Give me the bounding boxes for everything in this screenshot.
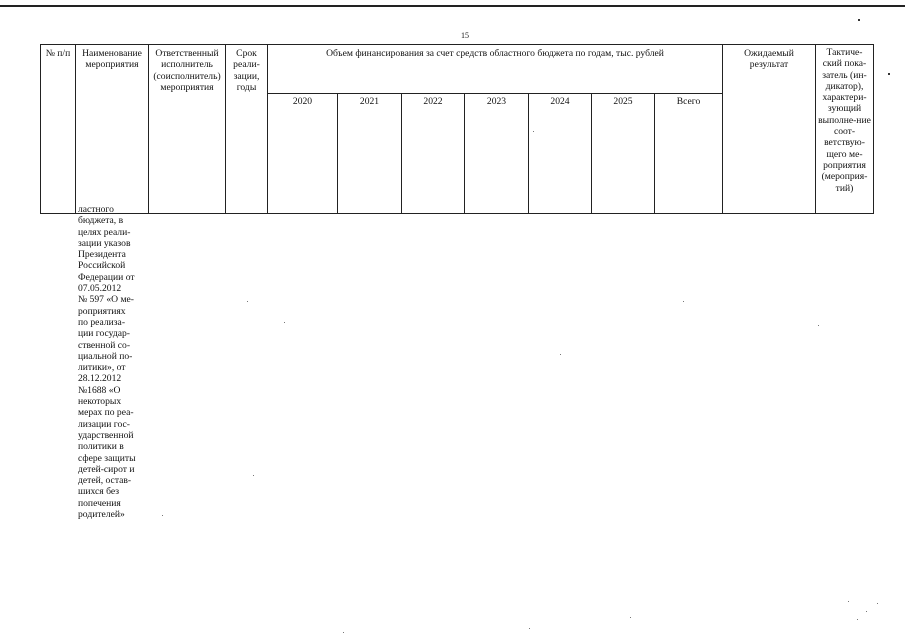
text-line: политики в <box>78 441 124 453</box>
text-line: Президента <box>78 249 126 261</box>
scan-speck <box>284 322 285 323</box>
text-line: №1688 «О <box>78 384 121 396</box>
year-header: 2020 <box>268 94 338 214</box>
text-line: Российской <box>78 260 126 272</box>
scan-speck <box>529 628 530 629</box>
col-header-expected: Ожидаемый результат <box>723 45 816 214</box>
text-line: 07.05.2012 <box>78 283 122 295</box>
text-line: попечения <box>78 497 121 509</box>
text-line: по реализа- <box>78 316 126 328</box>
text-line: лизации гос- <box>78 418 130 430</box>
scan-speck <box>848 601 849 602</box>
financing-table <box>40 44 874 214</box>
text-line: ластного <box>78 204 114 215</box>
text-line: детей-сирот и <box>78 463 135 475</box>
col-header-term: Срок реали-зации, годы <box>226 45 268 214</box>
year-header: 2021 <box>338 94 402 214</box>
text-line: некоторых <box>78 396 122 408</box>
measure-name-continuation <box>78 204 140 520</box>
scan-speck <box>247 301 248 302</box>
scan-speck <box>343 632 344 633</box>
text-line: роприятиях <box>78 305 126 317</box>
scan-speck <box>877 603 878 604</box>
text-line: детей, остав- <box>78 475 132 487</box>
scan-speck <box>253 475 254 476</box>
total-header: Всего <box>655 94 723 214</box>
year-header: 2023 <box>465 94 529 214</box>
col-header-executor: Ответственный исполнитель (соисполнитель) мероприятия <box>149 45 226 214</box>
text-line: литики», от <box>78 362 126 374</box>
text-line: Федерации от <box>78 271 135 283</box>
text-line: родителей» <box>78 509 125 521</box>
scan-speck <box>866 611 867 612</box>
scan-speck <box>818 325 819 326</box>
col-header-financing: Объем финансирования за счет средств областного бюджета по годам, тыс. рублей <box>268 45 723 94</box>
col-header-name: Наименование мероприятия <box>76 45 149 214</box>
text-line: ции государ- <box>78 328 130 340</box>
text-line: мерах по реа- <box>78 407 134 419</box>
col-header-num: № п/п <box>41 45 76 214</box>
scan-speck <box>858 19 860 21</box>
scan-speck <box>888 73 890 75</box>
scan-speck <box>560 354 561 355</box>
year-header: 2022 <box>402 94 465 214</box>
scan-speck <box>533 131 534 132</box>
text-line: ственной со- <box>78 339 131 351</box>
text-line: № 597 «О ме- <box>78 294 134 306</box>
text-line: ударственной <box>78 429 134 441</box>
text-line: шихся без <box>78 486 120 498</box>
text-line: бюджета, в <box>78 215 124 227</box>
top-border-line <box>0 5 905 7</box>
text-line: сфере защиты <box>78 452 136 464</box>
year-header: 2025 <box>592 94 655 214</box>
year-header: 2024 <box>529 94 592 214</box>
scan-speck <box>630 617 631 618</box>
text-line: циальной по- <box>78 350 133 362</box>
text-line: 28.12.2012 <box>78 373 122 385</box>
scan-speck <box>683 301 684 302</box>
scan-speck <box>857 619 858 620</box>
col-header-tactical: Тактиче-ский пока-затель (ин-дикатор), характери-зующий выполне-ние соот-ветствую-щего ме-роприятия (мероприя-тий) <box>816 45 874 214</box>
text-line: зации указов <box>78 237 131 249</box>
page-number: 15 <box>461 31 469 40</box>
scan-speck <box>162 515 163 516</box>
text-line: целях реали- <box>78 226 131 238</box>
